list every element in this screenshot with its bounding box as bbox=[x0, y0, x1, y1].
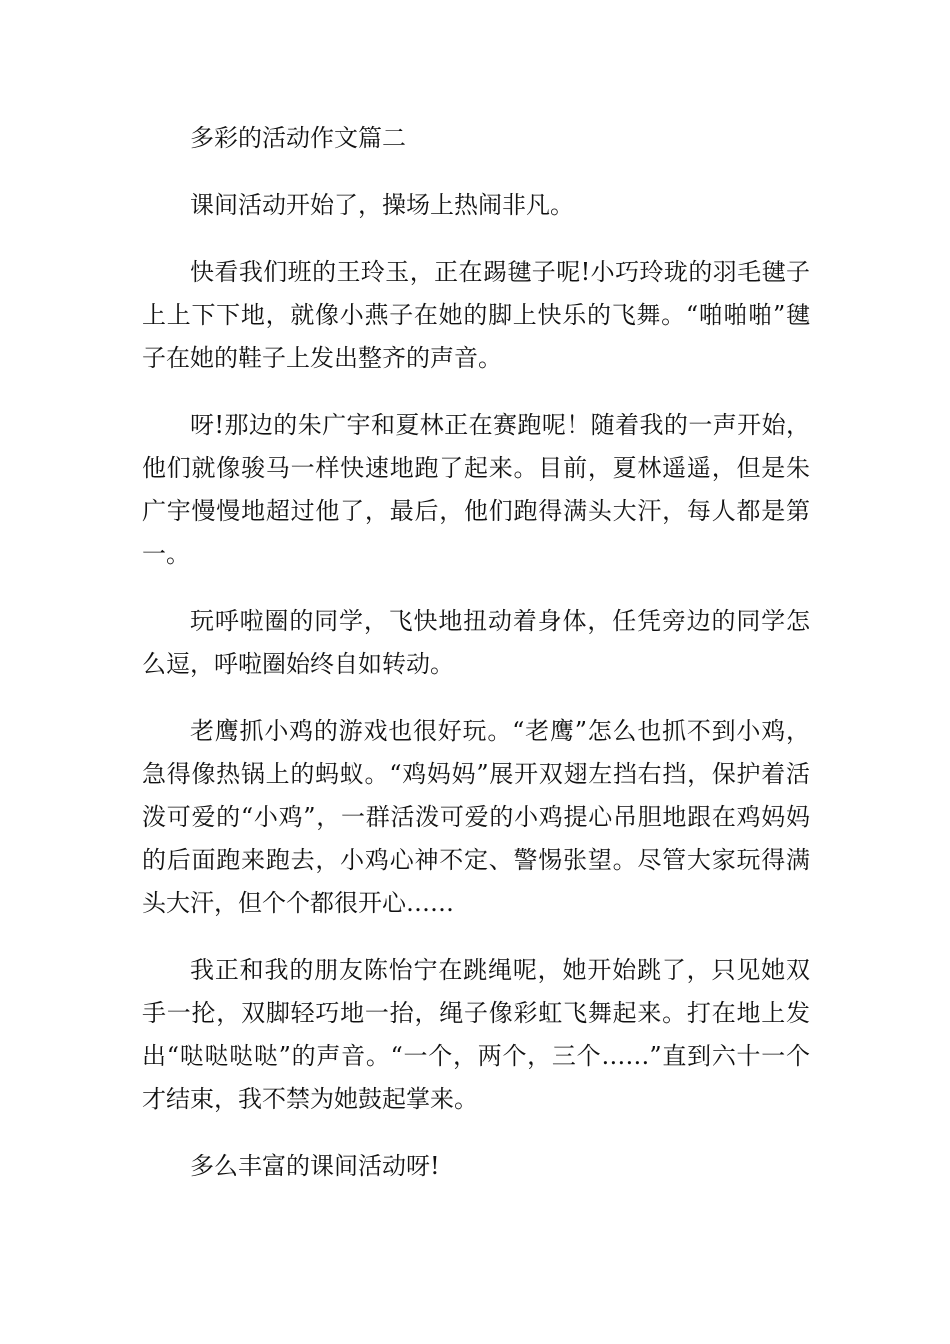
paragraph-7: 多么丰富的课间活动呀! bbox=[190, 1152, 440, 1180]
paragraph-1: 课间活动开始了，操场上热闹非凡。 bbox=[190, 191, 574, 219]
paragraph-5: 老鹰抓小鸡的游戏也很好玩。“老鹰”怎么也抓不到小鸡，急得像热锅上的蚂蚁。“鸡妈妈”展开双翅左挡右挡，保护着活泼可爱的“小鸡”，一群活泼可爱的小鸡提心吊胆地跟在鸡妈妈的后面跑来跑去，小鸡心神不定、警惕张望。尽管大家玩得满头大汗，但个个都很开心…… bbox=[142, 717, 810, 917]
paragraph-6: 我正和我的朋友陈怡宁在跳绳呢，她开始跳了，只见她双手一抡，双脚轻巧地一抬，绳子像彩虹飞舞起来。打在地上发出“哒哒哒哒”的声音。“一个，两个，三个……”直到六十一个才结束，我不禁为她鼓起掌来。 bbox=[142, 956, 810, 1113]
essay-title: 多彩的活动作文篇二 bbox=[190, 124, 406, 152]
paragraph-2: 快看我们班的王玲玉，正在踢毽子呢!小巧玲珑的羽毛毽子上上下下地，就像小燕子在她的脚上快乐的飞舞。“啪啪啪”毽子在她的鞋子上发出整齐的声音。 bbox=[142, 258, 810, 372]
paragraph-3: 呀!那边的朱广宇和夏林正在赛跑呢！随着我的一声开始，他们就像骏马一样快速地跑了起来。目前，夏林遥遥，但是朱广宇慢慢地超过他了，最后，他们跑得满头大汗，每人都是第一。 bbox=[142, 411, 810, 568]
paragraph-4: 玩呼啦圈的同学，飞快地扭动着身体，任凭旁边的同学怎么逗，呼啦圈始终自如转动。 bbox=[142, 607, 810, 678]
essay-body bbox=[142, 117, 810, 1212]
